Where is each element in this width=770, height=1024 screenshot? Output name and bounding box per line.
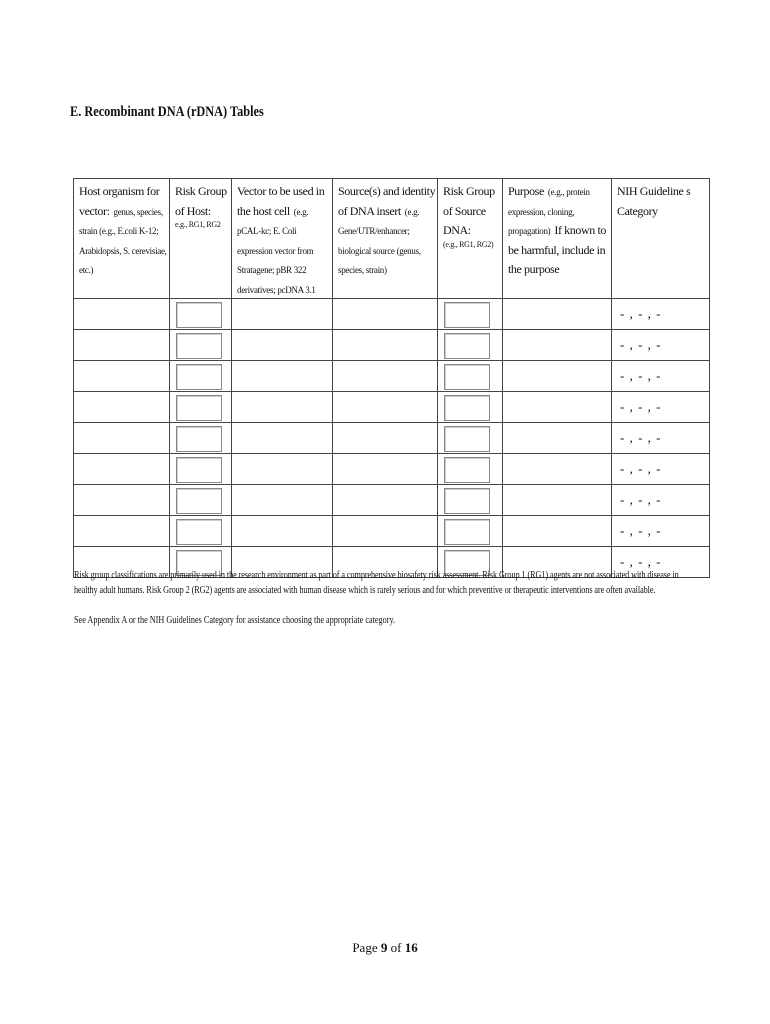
header-purpose-tail: If known to be harmful, include in the purpose (508, 223, 606, 277)
header-purpose (503, 179, 612, 299)
table-row (74, 423, 710, 454)
vector-cell[interactable] (232, 516, 333, 547)
purpose-cell[interactable] (503, 516, 612, 547)
purpose-cell[interactable] (503, 361, 612, 392)
footer-page-total: 16 (404, 940, 418, 955)
table-row (74, 299, 710, 330)
nih-cell[interactable] (612, 361, 710, 392)
risk-group-dropdown[interactable] (444, 519, 490, 545)
purpose-cell[interactable] (503, 423, 612, 454)
header-nih (612, 179, 710, 299)
header-source (333, 179, 438, 299)
host-cell[interactable] (74, 299, 170, 330)
header-nih-main: NIH Guideline s Category (617, 184, 691, 218)
risk-source-cell (438, 330, 503, 361)
risk-host-cell (170, 392, 232, 423)
table-body (74, 299, 710, 578)
nih-cell[interactable] (612, 516, 710, 547)
risk-host-cell (170, 299, 232, 330)
header-vector-main: Vector to be used in the host cell (237, 184, 325, 218)
nih-category-value[interactable]: - , - , - (620, 368, 662, 384)
header-purpose-detail: (e.g., protein expression, cloning, propagation) (508, 187, 590, 237)
risk-source-cell (438, 299, 503, 330)
risk-source-cell (438, 361, 503, 392)
page-footer (0, 940, 770, 956)
header-risk-source (438, 179, 503, 299)
header-host-main: Host organism for vector: (79, 184, 160, 218)
source-cell[interactable] (333, 330, 438, 361)
nih-cell[interactable] (612, 454, 710, 485)
header-source-main: Source(s) and identity of DNA insert (338, 184, 436, 218)
host-cell[interactable] (74, 392, 170, 423)
header-risk-source-main: Risk Group of Source DNA: (443, 184, 495, 238)
risk-group-dropdown[interactable] (176, 426, 222, 452)
header-vector-detail: (e.g. pCAL-kc; E. Coli expression vector from Stratagene; pBR 322 derivatives; pcDNA 3.1 (237, 206, 316, 295)
table-row (74, 330, 710, 361)
host-cell[interactable] (74, 330, 170, 361)
risk-source-cell (438, 392, 503, 423)
table-row (74, 361, 710, 392)
host-cell[interactable] (74, 361, 170, 392)
header-risk-host-main: Risk Group of Host: (175, 184, 227, 218)
risk-group-dropdown[interactable] (176, 364, 222, 390)
risk-host-cell (170, 423, 232, 454)
risk-host-cell (170, 454, 232, 485)
table-row (74, 516, 710, 547)
rdna-table (73, 178, 710, 578)
table-row (74, 485, 710, 516)
appendix-note: See Appendix A or the NIH Guidelines Category for assistance choosing the appropriate category. (74, 615, 396, 626)
risk-host-cell (170, 361, 232, 392)
header-risk-host (170, 179, 232, 299)
vector-cell[interactable] (232, 423, 333, 454)
header-source-detail: (e.g. Gene/UTR/enhancer; biological source (genus, species, strain) (338, 206, 421, 276)
vector-cell[interactable] (232, 454, 333, 485)
purpose-cell[interactable] (503, 454, 612, 485)
source-cell[interactable] (333, 423, 438, 454)
nih-category-value[interactable]: - , - , - (620, 337, 662, 353)
risk-group-dropdown[interactable] (176, 488, 222, 514)
nih-cell[interactable] (612, 392, 710, 423)
nih-cell[interactable] (612, 299, 710, 330)
host-cell[interactable] (74, 516, 170, 547)
footer-page-label: Page (352, 940, 378, 955)
vector-cell[interactable] (232, 361, 333, 392)
risk-group-dropdown[interactable] (176, 395, 222, 421)
purpose-cell[interactable] (503, 392, 612, 423)
host-cell[interactable] (74, 454, 170, 485)
nih-category-value[interactable]: - , - , - (620, 399, 662, 415)
header-vector (232, 179, 333, 299)
nih-category-value[interactable]: - , - , - (620, 430, 662, 446)
header-host (74, 179, 170, 299)
source-cell[interactable] (333, 516, 438, 547)
risk-source-cell (438, 485, 503, 516)
purpose-cell[interactable] (503, 299, 612, 330)
section-title: E. Recombinant DNA (rDNA) Tables (70, 104, 264, 120)
risk-host-cell (170, 516, 232, 547)
footer-of: of (390, 940, 402, 955)
risk-group-dropdown[interactable] (176, 457, 222, 483)
header-host-detail: genus, species, strain (e.g., E.coli K-12; Arabidopsis, S. cerevisiae, etc.) (79, 206, 167, 276)
source-cell[interactable] (333, 454, 438, 485)
vector-cell[interactable] (232, 330, 333, 361)
vector-cell[interactable] (232, 299, 333, 330)
risk-host-cell (170, 330, 232, 361)
purpose-cell[interactable] (503, 330, 612, 361)
risk-group-dropdown[interactable] (444, 333, 490, 359)
header-risk-host-detail: e.g., RG1, RG2 (175, 220, 221, 230)
risk-group-note: Risk group classifications are primarily used in the research environment as part of a comprehensive biosafety risk assessment. Risk Group 1 (RG1) agents are not associated with disease in healthy adult humans. Risk Group 2 (RG2) agents are associated with human disease which is rarely serious and for which preventive or therapeutic interventions are often available. (74, 570, 679, 596)
footer-page-number: 9 (380, 940, 388, 955)
risk-group-dropdown[interactable] (444, 457, 490, 483)
nih-cell[interactable] (612, 485, 710, 516)
risk-group-dropdown[interactable] (444, 364, 490, 390)
header-purpose-main: Purpose (508, 184, 544, 198)
vector-cell[interactable] (232, 392, 333, 423)
risk-source-cell (438, 516, 503, 547)
nih-category-value[interactable]: - , - , - (620, 306, 662, 322)
nih-category-value[interactable]: - , - , - (620, 523, 662, 539)
risk-group-dropdown[interactable] (176, 302, 222, 328)
header-risk-source-detail: (e.g., RG1, RG2) (443, 239, 494, 249)
table-header-row (74, 179, 710, 299)
host-cell[interactable] (74, 485, 170, 516)
nih-cell[interactable] (612, 423, 710, 454)
table-row (74, 454, 710, 485)
risk-group-dropdown[interactable] (176, 519, 222, 545)
nih-category-value[interactable]: - , - , - (620, 554, 662, 570)
source-cell[interactable] (333, 392, 438, 423)
nih-cell[interactable] (612, 330, 710, 361)
purpose-cell[interactable] (503, 485, 612, 516)
risk-group-dropdown[interactable] (444, 395, 490, 421)
table-row (74, 392, 710, 423)
source-cell[interactable] (333, 361, 438, 392)
host-cell[interactable] (74, 423, 170, 454)
nih-category-value[interactable]: - , - , - (620, 461, 662, 477)
risk-group-dropdown[interactable] (444, 426, 490, 452)
risk-source-cell (438, 454, 503, 485)
risk-source-cell (438, 423, 503, 454)
source-cell[interactable] (333, 485, 438, 516)
risk-host-cell (170, 485, 232, 516)
risk-group-dropdown[interactable] (444, 302, 490, 328)
risk-group-dropdown[interactable] (176, 333, 222, 359)
source-cell[interactable] (333, 299, 438, 330)
vector-cell[interactable] (232, 485, 333, 516)
nih-category-value[interactable]: - , - , - (620, 492, 662, 508)
risk-group-dropdown[interactable] (444, 488, 490, 514)
